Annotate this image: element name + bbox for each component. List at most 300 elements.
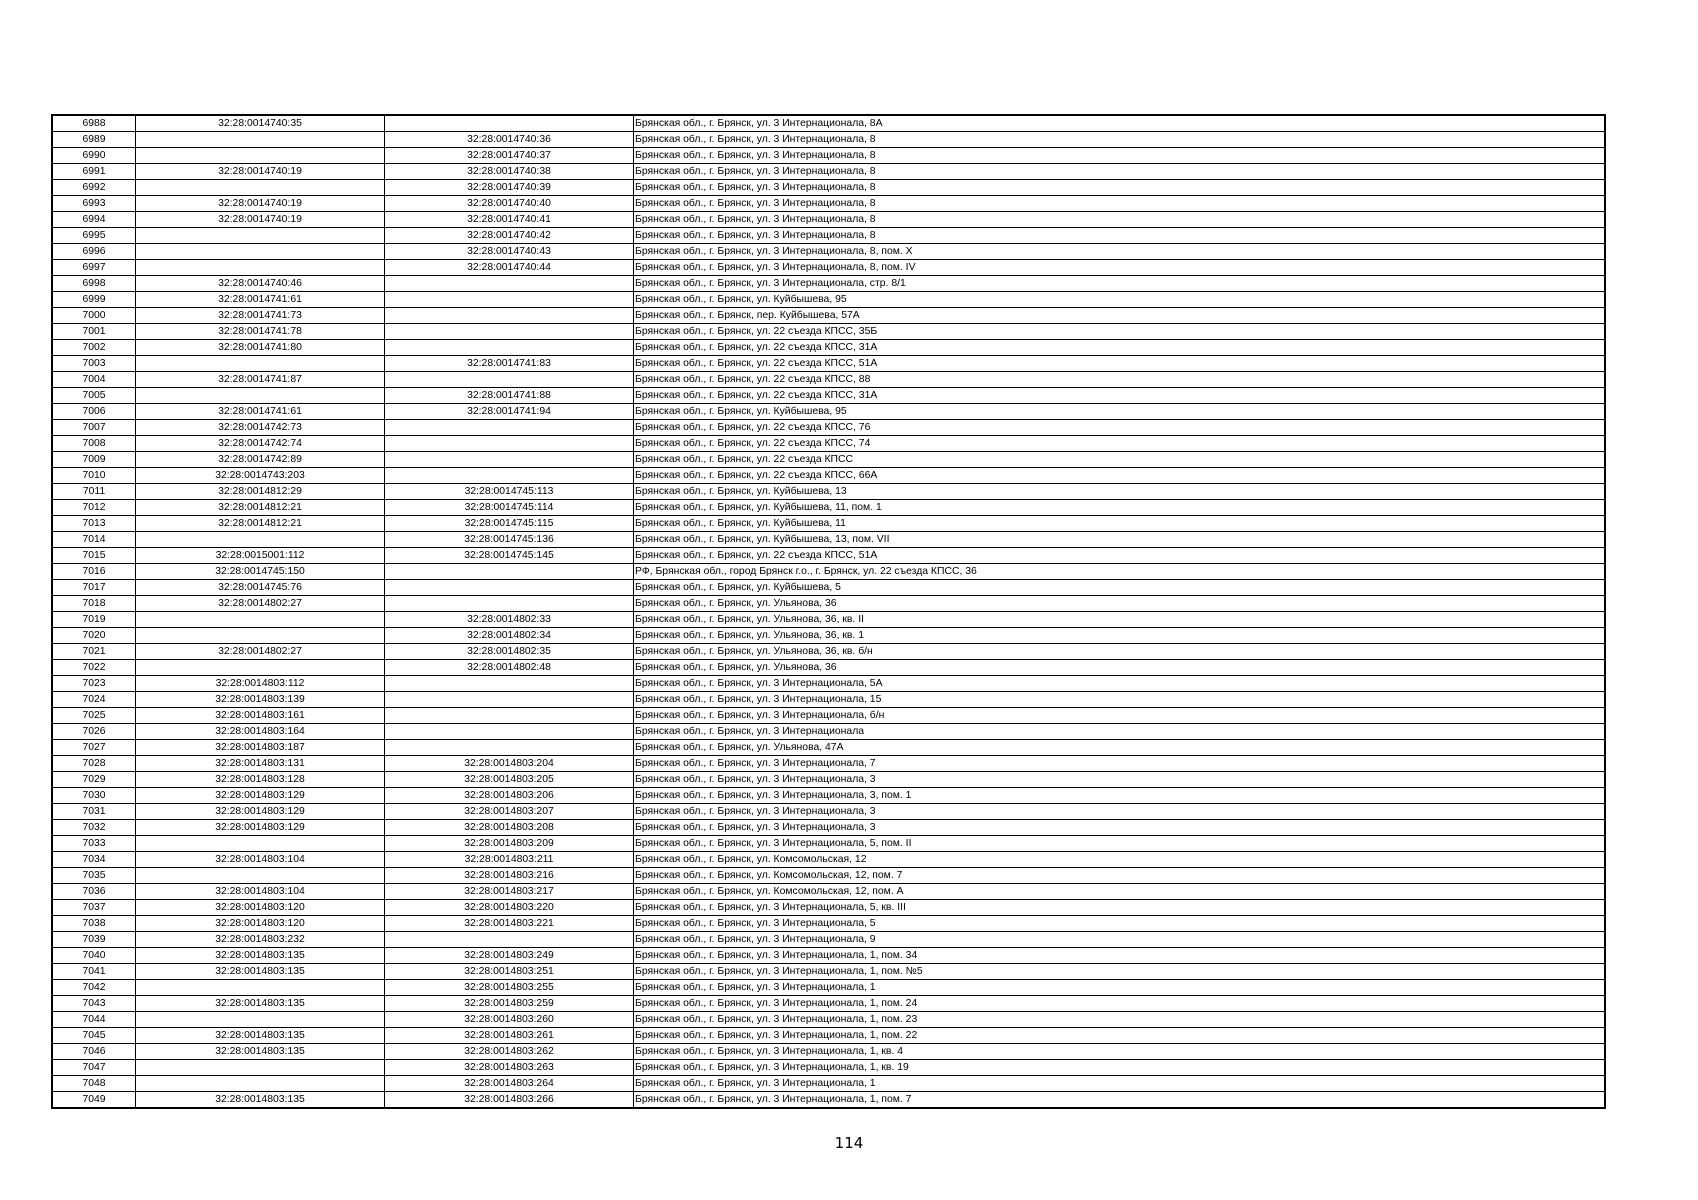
- row-number-cell: 7030: [52, 788, 136, 804]
- parent-cadastral-cell: 32:28:0014803:135: [136, 1044, 385, 1060]
- address-cell: Брянская обл., г. Брянск, пер. Куйбышева, 57А: [634, 308, 1606, 324]
- cadastral-number-cell: 32:28:0014803:204: [385, 756, 634, 772]
- address-cell: Брянская обл., г. Брянск, ул. 3 Интернационала, 5, кв. III: [634, 900, 1606, 916]
- cadastral-number-cell: 32:28:0014803:263: [385, 1060, 634, 1076]
- parent-cadastral-cell: 32:28:0014740:19: [136, 196, 385, 212]
- parent-cadastral-cell: 32:28:0014803:120: [136, 916, 385, 932]
- cadastral-number-cell: 32:28:0014803:206: [385, 788, 634, 804]
- cadastral-number-cell: 32:28:0014803:211: [385, 852, 634, 868]
- parent-cadastral-cell: [136, 980, 385, 996]
- row-number-cell: 7018: [52, 596, 136, 612]
- address-cell: Брянская обл., г. Брянск, ул. 22 съезда КПСС, 51А: [634, 356, 1606, 372]
- row-number-cell: 7043: [52, 996, 136, 1012]
- address-cell: Брянская обл., г. Брянск, ул. 3 Интернационала, 5, пом. II: [634, 836, 1606, 852]
- address-cell: Брянская обл., г. Брянск, ул. 3 Интернационала, 8, пом. X: [634, 244, 1606, 260]
- address-cell: Брянская обл., г. Брянск, ул. 22 съезда КПСС, 31А: [634, 388, 1606, 404]
- row-number-cell: 7004: [52, 372, 136, 388]
- address-cell: Брянская обл., г. Брянск, ул. 22 съезда КПСС: [634, 452, 1606, 468]
- table-row: [52, 772, 1605, 788]
- parent-cadastral-cell: 32:28:0014803:135: [136, 1028, 385, 1044]
- parent-cadastral-cell: 32:28:0014742:73: [136, 420, 385, 436]
- parent-cadastral-cell: 32:28:0014742:74: [136, 436, 385, 452]
- parent-cadastral-cell: [136, 148, 385, 164]
- cadastral-number-cell: [385, 276, 634, 292]
- row-number-cell: 7042: [52, 980, 136, 996]
- row-number-cell: 6990: [52, 148, 136, 164]
- address-cell: Брянская обл., г. Брянск, ул. 22 съезда КПСС, 88: [634, 372, 1606, 388]
- table-row: [52, 644, 1605, 660]
- cadastral-number-cell: [385, 740, 634, 756]
- parent-cadastral-cell: 32:28:0015001:112: [136, 548, 385, 564]
- row-number-cell: 6994: [52, 212, 136, 228]
- parent-cadastral-cell: [136, 1060, 385, 1076]
- table-row: [52, 1012, 1605, 1028]
- table-row: [52, 468, 1605, 484]
- address-cell: Брянская обл., г. Брянск, ул. Куйбышева, 13: [634, 484, 1606, 500]
- table-row: [52, 132, 1605, 148]
- parent-cadastral-cell: 32:28:0014803:129: [136, 788, 385, 804]
- parent-cadastral-cell: 32:28:0014803:129: [136, 804, 385, 820]
- cadastral-number-cell: 32:28:0014740:36: [385, 132, 634, 148]
- table-row: [52, 964, 1605, 980]
- row-number-cell: 7036: [52, 884, 136, 900]
- table-row: [52, 212, 1605, 228]
- row-number-cell: 7027: [52, 740, 136, 756]
- cadastral-number-cell: [385, 452, 634, 468]
- row-number-cell: 7002: [52, 340, 136, 356]
- parent-cadastral-cell: 32:28:0014803:139: [136, 692, 385, 708]
- address-cell: Брянская обл., г. Брянск, ул. 22 съезда КПСС, 51А: [634, 548, 1606, 564]
- row-number-cell: 7020: [52, 628, 136, 644]
- table-row: [52, 308, 1605, 324]
- parent-cadastral-cell: [136, 228, 385, 244]
- table-row: [52, 708, 1605, 724]
- row-number-cell: 7003: [52, 356, 136, 372]
- cadastral-number-cell: 32:28:0014745:136: [385, 532, 634, 548]
- address-cell: Брянская обл., г. Брянск, ул. 3 Интернационала, стр. 8/1: [634, 276, 1606, 292]
- address-cell: Брянская обл., г. Брянск, ул. 3 Интернационала, 9: [634, 932, 1606, 948]
- parent-cadastral-cell: 32:28:0014741:61: [136, 404, 385, 420]
- table-body: [52, 115, 1605, 1108]
- table-row: [52, 452, 1605, 468]
- cadastral-number-cell: [385, 676, 634, 692]
- address-cell: Брянская обл., г. Брянск, ул. 3 Интернационала, 1, пом. 7: [634, 1092, 1606, 1109]
- parent-cadastral-cell: [136, 244, 385, 260]
- address-cell: Брянская обл., г. Брянск, ул. 3 Интернационала, 3: [634, 804, 1606, 820]
- row-number-cell: 7007: [52, 420, 136, 436]
- address-cell: Брянская обл., г. Брянск, ул. 3 Интернационала, 1, кв. 19: [634, 1060, 1606, 1076]
- cadastral-number-cell: [385, 324, 634, 340]
- address-cell: Брянская обл., г. Брянск, ул. 22 съезда КПСС, 74: [634, 436, 1606, 452]
- table-row: [52, 356, 1605, 372]
- cadastral-number-cell: 32:28:0014745:115: [385, 516, 634, 532]
- table-row: [52, 228, 1605, 244]
- cadastral-number-cell: 32:28:0014741:83: [385, 356, 634, 372]
- parent-cadastral-cell: 32:28:0014803:104: [136, 884, 385, 900]
- table-row: [52, 932, 1605, 948]
- cadastral-number-cell: 32:28:0014740:41: [385, 212, 634, 228]
- row-number-cell: 7049: [52, 1092, 136, 1109]
- address-cell: Брянская обл., г. Брянск, ул. 3 Интернационала, 3, пом. 1: [634, 788, 1606, 804]
- table-row: [52, 196, 1605, 212]
- row-number-cell: 7022: [52, 660, 136, 676]
- table-row: [52, 484, 1605, 500]
- table-row: [52, 948, 1605, 964]
- row-number-cell: 7017: [52, 580, 136, 596]
- cadastral-number-cell: [385, 308, 634, 324]
- row-number-cell: 7034: [52, 852, 136, 868]
- cadastral-number-cell: [385, 708, 634, 724]
- cadastral-number-cell: 32:28:0014802:48: [385, 660, 634, 676]
- address-cell: Брянская обл., г. Брянск, ул. 3 Интернационала, 8: [634, 212, 1606, 228]
- row-number-cell: 7013: [52, 516, 136, 532]
- parent-cadastral-cell: 32:28:0014742:89: [136, 452, 385, 468]
- row-number-cell: 7047: [52, 1060, 136, 1076]
- table-row: [52, 836, 1605, 852]
- address-cell: Брянская обл., г. Брянск, ул. Комсомольская, 12, пом. А: [634, 884, 1606, 900]
- address-cell: Брянская обл., г. Брянск, ул. Куйбышева, 11, пом. 1: [634, 500, 1606, 516]
- table-row: [52, 164, 1605, 180]
- cadastral-number-cell: 32:28:0014740:42: [385, 228, 634, 244]
- cadastral-number-cell: [385, 932, 634, 948]
- cadastral-number-cell: 32:28:0014741:94: [385, 404, 634, 420]
- cadastral-number-cell: [385, 436, 634, 452]
- row-number-cell: 7044: [52, 1012, 136, 1028]
- parent-cadastral-cell: 32:28:0014740:19: [136, 212, 385, 228]
- cadastral-number-cell: 32:28:0014803:261: [385, 1028, 634, 1044]
- table-row: [52, 788, 1605, 804]
- address-cell: Брянская обл., г. Брянск, ул. 3 Интернационала, 1, пом. 23: [634, 1012, 1606, 1028]
- cadastral-number-cell: 32:28:0014803:221: [385, 916, 634, 932]
- cadastral-number-cell: 32:28:0014740:44: [385, 260, 634, 276]
- table-row: [52, 516, 1605, 532]
- cadastral-number-cell: 32:28:0014803:208: [385, 820, 634, 836]
- cadastral-number-cell: 32:28:0014740:40: [385, 196, 634, 212]
- row-number-cell: 7029: [52, 772, 136, 788]
- parent-cadastral-cell: 32:28:0014802:27: [136, 644, 385, 660]
- cadastral-number-cell: [385, 372, 634, 388]
- parent-cadastral-cell: 32:28:0014803:112: [136, 676, 385, 692]
- table-row: [52, 740, 1605, 756]
- cadastral-number-cell: 32:28:0014803:205: [385, 772, 634, 788]
- parent-cadastral-cell: [136, 132, 385, 148]
- row-number-cell: 6997: [52, 260, 136, 276]
- cadastral-number-cell: 32:28:0014803:266: [385, 1092, 634, 1109]
- table-row: [52, 580, 1605, 596]
- table-row: [52, 868, 1605, 884]
- cadastral-number-cell: 32:28:0014803:251: [385, 964, 634, 980]
- table-row: [52, 388, 1605, 404]
- cadastral-number-cell: 32:28:0014803:259: [385, 996, 634, 1012]
- table-row: [52, 676, 1605, 692]
- row-number-cell: 7026: [52, 724, 136, 740]
- address-cell: РФ, Брянская обл., город Брянск г.о., г. Брянск, ул. 22 съезда КПСС, 36: [634, 564, 1606, 580]
- row-number-cell: 7006: [52, 404, 136, 420]
- row-number-cell: 7028: [52, 756, 136, 772]
- address-cell: Брянская обл., г. Брянск, ул. 3 Интернационала, 8: [634, 228, 1606, 244]
- row-number-cell: 7048: [52, 1076, 136, 1092]
- table-row: [52, 436, 1605, 452]
- address-cell: Брянская обл., г. Брянск, ул. 22 съезда КПСС, 76: [634, 420, 1606, 436]
- parent-cadastral-cell: 32:28:0014745:150: [136, 564, 385, 580]
- parent-cadastral-cell: 32:28:0014812:29: [136, 484, 385, 500]
- parent-cadastral-cell: 32:28:0014803:187: [136, 740, 385, 756]
- parent-cadastral-cell: 32:28:0014740:35: [136, 115, 385, 132]
- parent-cadastral-cell: 32:28:0014740:19: [136, 164, 385, 180]
- address-cell: Брянская обл., г. Брянск, ул. 3 Интернационала, 1: [634, 980, 1606, 996]
- cadastral-number-cell: 32:28:0014745:114: [385, 500, 634, 516]
- row-number-cell: 6995: [52, 228, 136, 244]
- cadastral-number-cell: 32:28:0014741:88: [385, 388, 634, 404]
- cadastral-number-cell: 32:28:0014745:113: [385, 484, 634, 500]
- row-number-cell: 7012: [52, 500, 136, 516]
- parent-cadastral-cell: 32:28:0014741:80: [136, 340, 385, 356]
- table-row: [52, 820, 1605, 836]
- address-cell: Брянская обл., г. Брянск, ул. 3 Интернационала, 1, пом. 24: [634, 996, 1606, 1012]
- cadastral-number-cell: 32:28:0014803:217: [385, 884, 634, 900]
- table-row: [52, 980, 1605, 996]
- parent-cadastral-cell: [136, 628, 385, 644]
- row-number-cell: 6992: [52, 180, 136, 196]
- row-number-cell: 7019: [52, 612, 136, 628]
- row-number-cell: 7023: [52, 676, 136, 692]
- table-row: [52, 692, 1605, 708]
- parent-cadastral-cell: 32:28:0014741:61: [136, 292, 385, 308]
- table-row: [52, 1028, 1605, 1044]
- table-row: [52, 756, 1605, 772]
- row-number-cell: 6993: [52, 196, 136, 212]
- row-number-cell: 7010: [52, 468, 136, 484]
- table-row: [52, 115, 1605, 132]
- parent-cadastral-cell: 32:28:0014803:164: [136, 724, 385, 740]
- row-number-cell: 7031: [52, 804, 136, 820]
- table-row: [52, 276, 1605, 292]
- table-row: [52, 532, 1605, 548]
- row-number-cell: 6998: [52, 276, 136, 292]
- parent-cadastral-cell: 32:28:0014803:135: [136, 996, 385, 1012]
- parent-cadastral-cell: 32:28:0014812:21: [136, 500, 385, 516]
- table-row: [52, 612, 1605, 628]
- row-number-cell: 7040: [52, 948, 136, 964]
- row-number-cell: 7041: [52, 964, 136, 980]
- table-row: [52, 500, 1605, 516]
- parent-cadastral-cell: 32:28:0014743:203: [136, 468, 385, 484]
- row-number-cell: 6991: [52, 164, 136, 180]
- row-number-cell: 7037: [52, 900, 136, 916]
- parent-cadastral-cell: [136, 356, 385, 372]
- row-number-cell: 6988: [52, 115, 136, 132]
- table-row: [52, 724, 1605, 740]
- cadastral-number-cell: [385, 468, 634, 484]
- table-row: [52, 260, 1605, 276]
- address-cell: Брянская обл., г. Брянск, ул. Ульянова, 36, кв. б/н: [634, 644, 1606, 660]
- cadastral-number-cell: 32:28:0014803:249: [385, 948, 634, 964]
- cadastral-number-cell: 32:28:0014740:39: [385, 180, 634, 196]
- table-row: [52, 596, 1605, 612]
- parent-cadastral-cell: 32:28:0014803:161: [136, 708, 385, 724]
- page-number: 114: [834, 1134, 864, 1152]
- address-cell: Брянская обл., г. Брянск, ул. 22 съезда КПСС, 35Б: [634, 324, 1606, 340]
- cadastral-number-cell: [385, 292, 634, 308]
- parent-cadastral-cell: 32:28:0014803:131: [136, 756, 385, 772]
- parent-cadastral-cell: [136, 1012, 385, 1028]
- cadastral-number-cell: 32:28:0014803:255: [385, 980, 634, 996]
- table-row: [52, 244, 1605, 260]
- cadastral-number-cell: 32:28:0014802:35: [385, 644, 634, 660]
- row-number-cell: 6999: [52, 292, 136, 308]
- cadastral-number-cell: [385, 724, 634, 740]
- table-row: [52, 852, 1605, 868]
- address-cell: Брянская обл., г. Брянск, ул. Куйбышева, 95: [634, 292, 1606, 308]
- parent-cadastral-cell: [136, 388, 385, 404]
- parent-cadastral-cell: 32:28:0014803:135: [136, 948, 385, 964]
- parent-cadastral-cell: 32:28:0014802:27: [136, 596, 385, 612]
- parent-cadastral-cell: 32:28:0014745:76: [136, 580, 385, 596]
- parent-cadastral-cell: [136, 836, 385, 852]
- row-number-cell: 7011: [52, 484, 136, 500]
- parent-cadastral-cell: [136, 260, 385, 276]
- row-number-cell: 7033: [52, 836, 136, 852]
- cadastral-number-cell: 32:28:0014802:34: [385, 628, 634, 644]
- row-number-cell: 7000: [52, 308, 136, 324]
- address-cell: Брянская обл., г. Брянск, ул. 3 Интернационала, 8: [634, 132, 1606, 148]
- cadastral-number-cell: 32:28:0014803:264: [385, 1076, 634, 1092]
- table-row: [52, 1076, 1605, 1092]
- address-cell: Брянская обл., г. Брянск, ул. Куйбышева, 11: [634, 516, 1606, 532]
- table-row: [52, 1092, 1605, 1109]
- parent-cadastral-cell: 32:28:0014803:135: [136, 964, 385, 980]
- row-number-cell: 7008: [52, 436, 136, 452]
- row-number-cell: 7009: [52, 452, 136, 468]
- parent-cadastral-cell: 32:28:0014741:73: [136, 308, 385, 324]
- address-cell: Брянская обл., г. Брянск, ул. Ульянова, 36, кв. II: [634, 612, 1606, 628]
- row-number-cell: 7021: [52, 644, 136, 660]
- address-cell: Брянская обл., г. Брянск, ул. 3 Интернационала, 1, пом. 34: [634, 948, 1606, 964]
- address-cell: Брянская обл., г. Брянск, ул. Комсомольская, 12: [634, 852, 1606, 868]
- cadastral-table: [51, 114, 1606, 1109]
- address-cell: Брянская обл., г. Брянск, ул. Ульянова, 36, кв. 1: [634, 628, 1606, 644]
- address-cell: Брянская обл., г. Брянск, ул. 3 Интернационала, 7: [634, 756, 1606, 772]
- parent-cadastral-cell: 32:28:0014803:120: [136, 900, 385, 916]
- table-row: [52, 404, 1605, 420]
- address-cell: Брянская обл., г. Брянск, ул. 3 Интернационала, 8, пом. IV: [634, 260, 1606, 276]
- table-row: [52, 372, 1605, 388]
- row-number-cell: 6989: [52, 132, 136, 148]
- address-cell: Брянская обл., г. Брянск, ул. 3 Интернационала, б/н: [634, 708, 1606, 724]
- address-cell: Брянская обл., г. Брянск, ул. Ульянова, 36: [634, 596, 1606, 612]
- parent-cadastral-cell: 32:28:0014741:78: [136, 324, 385, 340]
- parent-cadastral-cell: 32:28:0014740:46: [136, 276, 385, 292]
- row-number-cell: 7016: [52, 564, 136, 580]
- parent-cadastral-cell: [136, 180, 385, 196]
- parent-cadastral-cell: 32:28:0014803:128: [136, 772, 385, 788]
- table-row: [52, 180, 1605, 196]
- address-cell: Брянская обл., г. Брянск, ул. 22 съезда КПСС, 31А: [634, 340, 1606, 356]
- cadastral-number-cell: [385, 420, 634, 436]
- cadastral-number-cell: 32:28:0014803:216: [385, 868, 634, 884]
- table-row: [52, 900, 1605, 916]
- table-row: [52, 660, 1605, 676]
- cadastral-number-cell: 32:28:0014803:260: [385, 1012, 634, 1028]
- address-cell: Брянская обл., г. Брянск, ул. 3 Интернационала, 15: [634, 692, 1606, 708]
- parent-cadastral-cell: [136, 660, 385, 676]
- cadastral-number-cell: 32:28:0014803:209: [385, 836, 634, 852]
- table-row: [52, 804, 1605, 820]
- address-cell: Брянская обл., г. Брянск, ул. 3 Интернационала, 8А: [634, 115, 1606, 132]
- cadastral-number-cell: [385, 340, 634, 356]
- table-row: [52, 916, 1605, 932]
- table-row: [52, 884, 1605, 900]
- parent-cadastral-cell: [136, 532, 385, 548]
- row-number-cell: 7045: [52, 1028, 136, 1044]
- row-number-cell: 7024: [52, 692, 136, 708]
- table-row: [52, 148, 1605, 164]
- row-number-cell: 7032: [52, 820, 136, 836]
- address-cell: Брянская обл., г. Брянск, ул. Куйбышева, 95: [634, 404, 1606, 420]
- table-row: [52, 996, 1605, 1012]
- table-row: [52, 324, 1605, 340]
- row-number-cell: 7035: [52, 868, 136, 884]
- address-cell: Брянская обл., г. Брянск, ул. 3 Интернационала, 5А: [634, 676, 1606, 692]
- row-number-cell: 7025: [52, 708, 136, 724]
- cadastral-number-cell: 32:28:0014802:33: [385, 612, 634, 628]
- row-number-cell: 7005: [52, 388, 136, 404]
- address-cell: Брянская обл., г. Брянск, ул. 3 Интернационала, 3: [634, 772, 1606, 788]
- row-number-cell: 6996: [52, 244, 136, 260]
- address-cell: Брянская обл., г. Брянск, ул. Ульянова, 36: [634, 660, 1606, 676]
- address-cell: Брянская обл., г. Брянск, ул. 3 Интернационала, 8: [634, 164, 1606, 180]
- cadastral-number-cell: 32:28:0014803:220: [385, 900, 634, 916]
- row-number-cell: 7001: [52, 324, 136, 340]
- address-cell: Брянская обл., г. Брянск, ул. 3 Интернационала, 1, пом. №5: [634, 964, 1606, 980]
- row-number-cell: 7015: [52, 548, 136, 564]
- cadastral-number-cell: 32:28:0014740:37: [385, 148, 634, 164]
- cadastral-number-cell: [385, 564, 634, 580]
- table-row: [52, 1044, 1605, 1060]
- cadastral-number-cell: [385, 580, 634, 596]
- table-row: [52, 340, 1605, 356]
- address-cell: Брянская обл., г. Брянск, ул. 3 Интернационала, 1: [634, 1076, 1606, 1092]
- table-row: [52, 292, 1605, 308]
- address-cell: Брянская обл., г. Брянск, ул. Куйбышева, 5: [634, 580, 1606, 596]
- address-cell: Брянская обл., г. Брянск, ул. Ульянова, 47А: [634, 740, 1606, 756]
- parent-cadastral-cell: [136, 1076, 385, 1092]
- address-cell: Брянская обл., г. Брянск, ул. 22 съезда КПСС, 66А: [634, 468, 1606, 484]
- address-cell: Брянская обл., г. Брянск, ул. 3 Интернационала, 1, пом. 22: [634, 1028, 1606, 1044]
- parent-cadastral-cell: [136, 612, 385, 628]
- cadastral-number-cell: [385, 692, 634, 708]
- row-number-cell: 7039: [52, 932, 136, 948]
- address-cell: Брянская обл., г. Брянск, ул. Куйбышева, 13, пом. VII: [634, 532, 1606, 548]
- address-cell: Брянская обл., г. Брянск, ул. Комсомольская, 12, пом. 7: [634, 868, 1606, 884]
- parent-cadastral-cell: 32:28:0014803:135: [136, 1092, 385, 1109]
- address-cell: Брянская обл., г. Брянск, ул. 3 Интернационала, 8: [634, 180, 1606, 196]
- parent-cadastral-cell: [136, 868, 385, 884]
- row-number-cell: 7014: [52, 532, 136, 548]
- cadastral-number-cell: 32:28:0014745:145: [385, 548, 634, 564]
- parent-cadastral-cell: 32:28:0014741:87: [136, 372, 385, 388]
- cadastral-number-cell: [385, 115, 634, 132]
- cadastral-number-cell: 32:28:0014803:207: [385, 804, 634, 820]
- row-number-cell: 7038: [52, 916, 136, 932]
- parent-cadastral-cell: 32:28:0014803:232: [136, 932, 385, 948]
- table-row: [52, 420, 1605, 436]
- address-cell: Брянская обл., г. Брянск, ул. 3 Интернационала, 8: [634, 148, 1606, 164]
- address-cell: Брянская обл., г. Брянск, ул. 3 Интернационала: [634, 724, 1606, 740]
- address-cell: Брянская обл., г. Брянск, ул. 3 Интернационала, 1, кв. 4: [634, 1044, 1606, 1060]
- parent-cadastral-cell: 32:28:0014803:104: [136, 852, 385, 868]
- table-row: [52, 628, 1605, 644]
